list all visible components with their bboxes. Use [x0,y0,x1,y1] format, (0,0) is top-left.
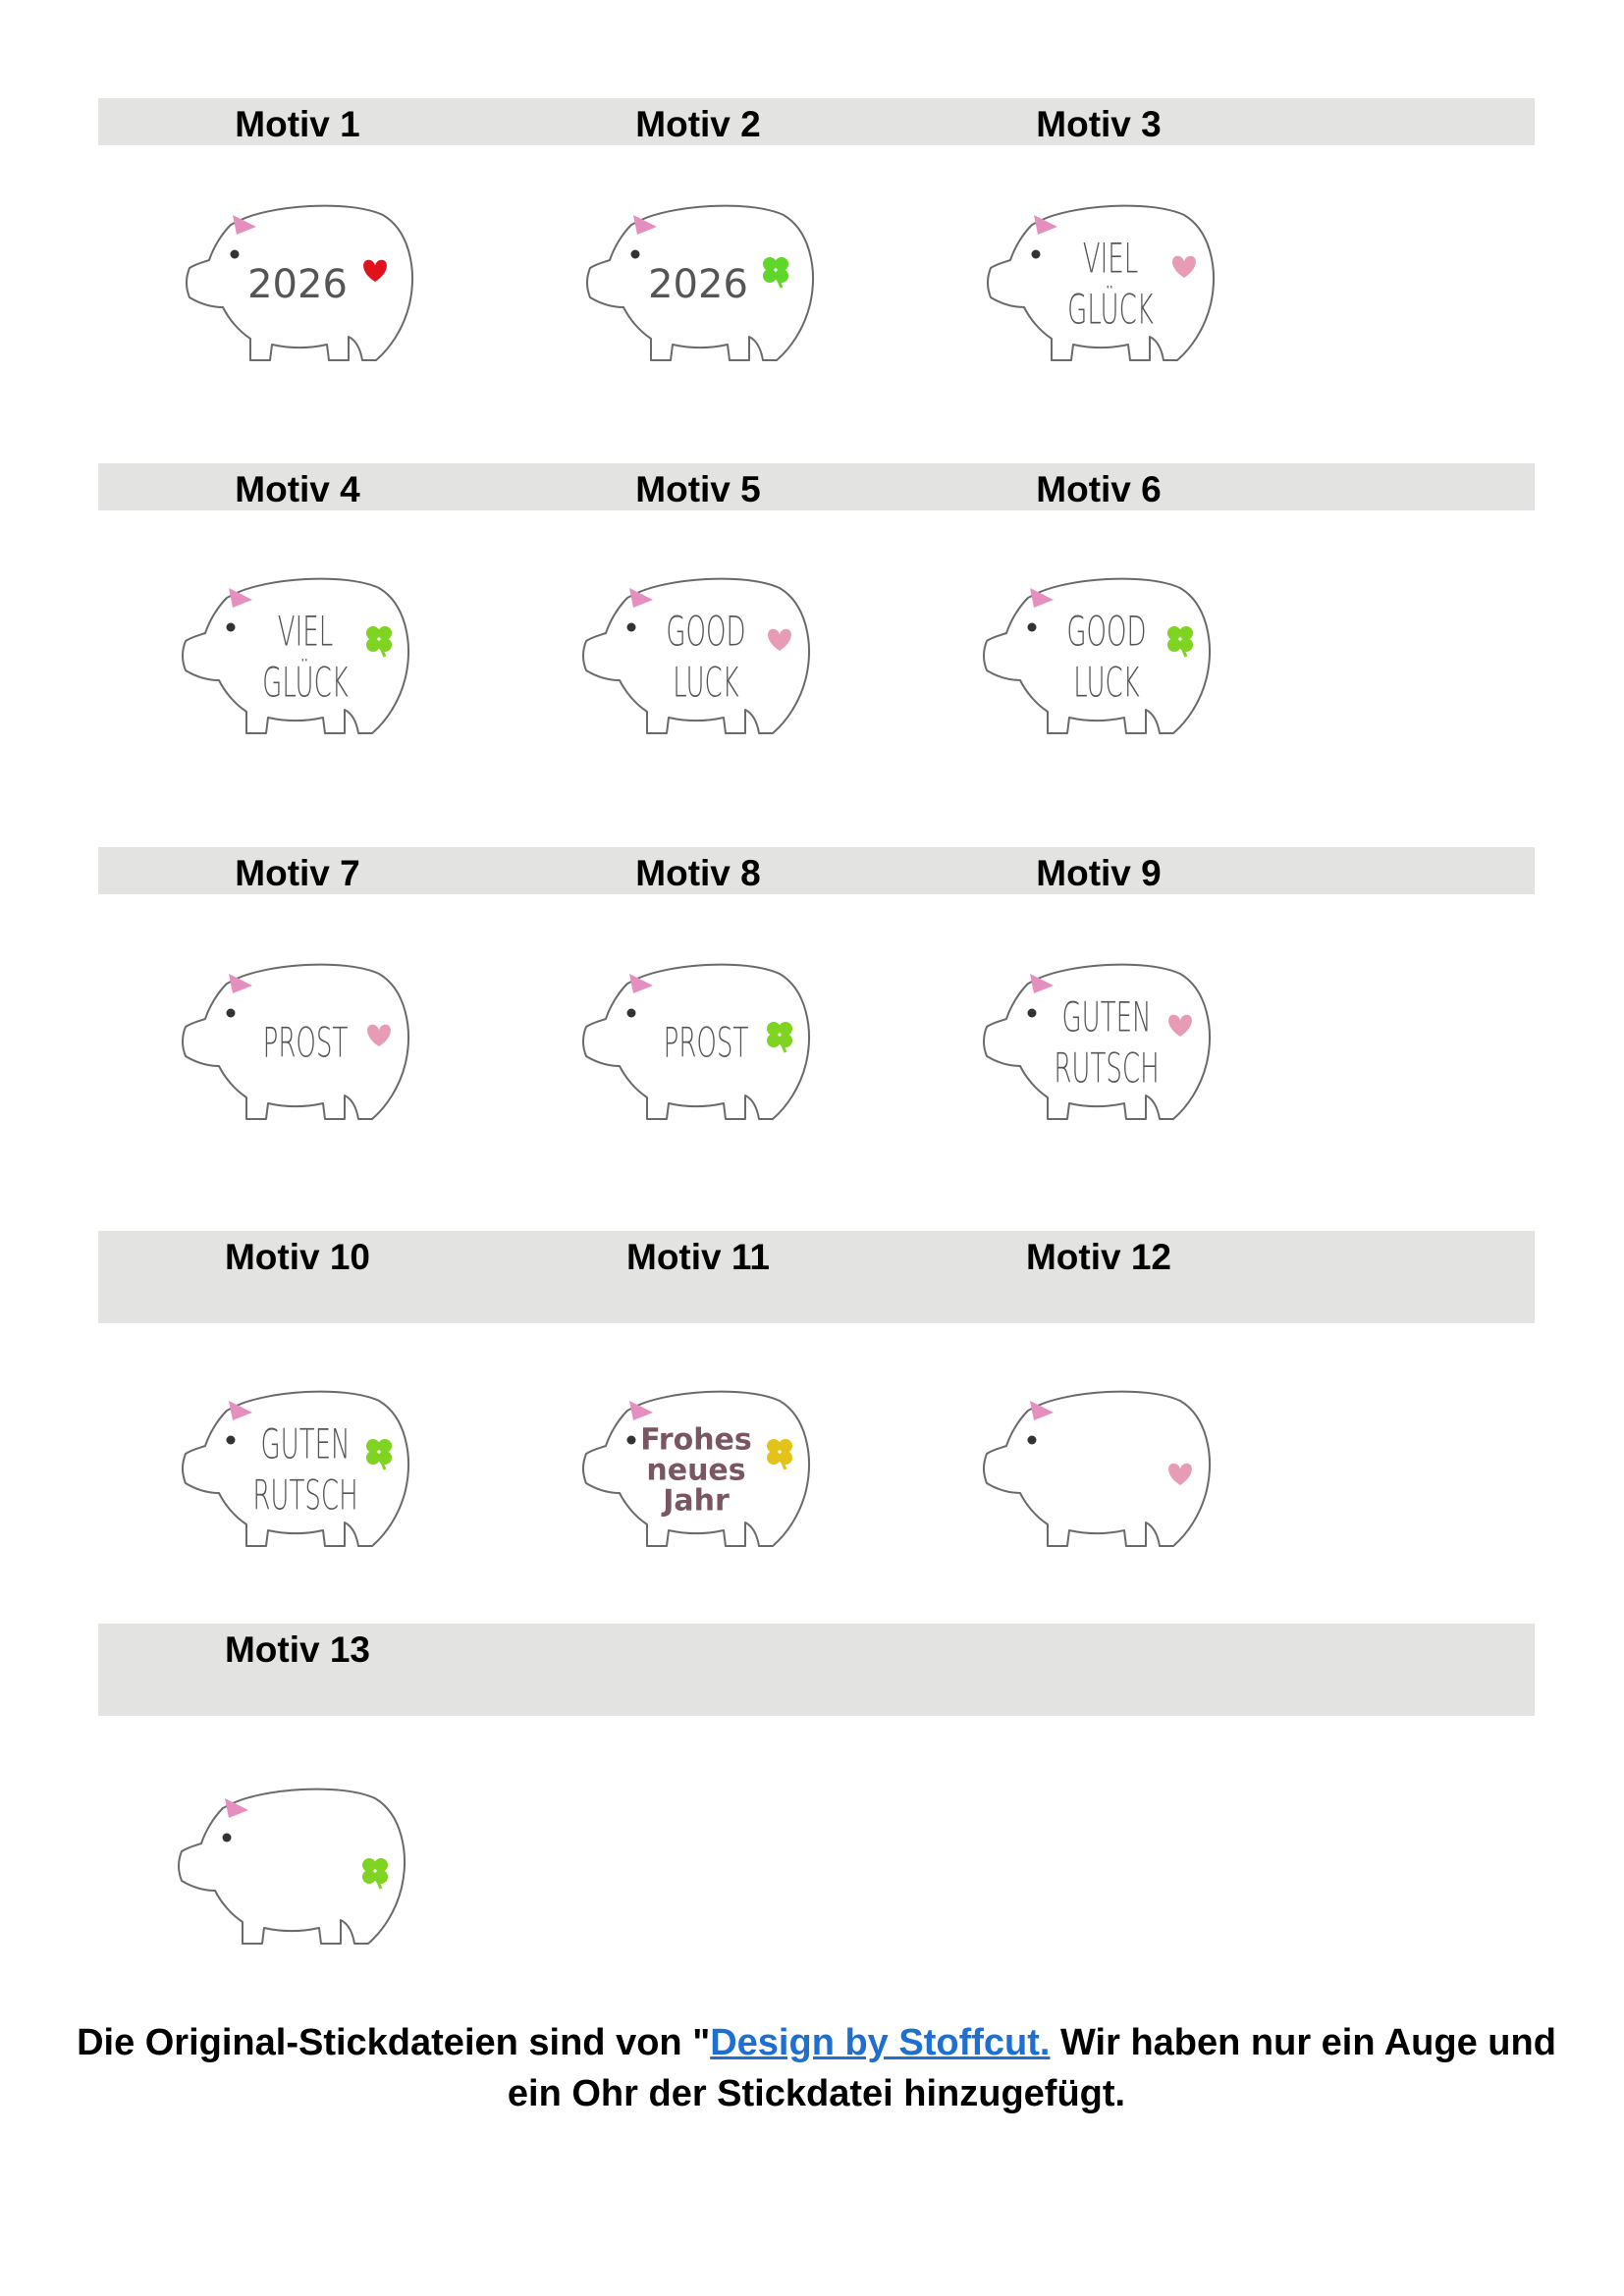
pig-motif-text: RUTSCH [252,1472,358,1521]
pig-motif-text: GUTEN [260,1421,351,1469]
pig-motif-8 [578,960,814,1127]
pig-motif-1 [182,201,417,368]
pig-illustration [582,201,818,368]
pig-motif-text: GOOD [666,609,746,657]
pig-motif-text: LUCK [673,660,739,708]
pig-motif-4 [178,574,413,741]
pig-eye-icon [631,250,640,259]
pig-illustration [178,574,413,741]
pig-illustration [979,1387,1215,1554]
pig-motif-text: GLÜCK [262,660,349,708]
pig-motif-9 [979,960,1215,1127]
motif-label-10: Motiv 10 [224,1237,371,1277]
pig-illustration [174,1785,409,1951]
header-band-5 [98,1624,1535,1716]
pig-motif-5 [578,574,814,741]
pig-illustration [182,201,417,368]
pig-illustration [983,201,1218,368]
motif-label-4: Motiv 4 [235,469,360,509]
stoffcut-link[interactable]: Design by Stoffcut. [710,2022,1051,2063]
pig-eye-icon [223,1834,232,1842]
pig-motif-text: neues [646,1453,746,1488]
header-band-4 [98,1231,1535,1323]
pig-motif-7 [178,960,413,1127]
motif-label-2: Motiv 2 [635,104,761,144]
pig-eye-icon [627,1436,636,1445]
pig-motif-text: 2026 [648,262,748,307]
pig-eye-icon [627,623,636,632]
pig-motif-text: Frohes [640,1422,752,1458]
pig-motif-text: VIEL [1082,236,1139,284]
pig-eye-icon [1032,250,1041,259]
pig-motif-11 [578,1387,814,1554]
pig-motif-text: GLÜCK [1067,287,1154,335]
header-band-2 [98,463,1535,510]
pig-motif-text: RUTSCH [1054,1045,1160,1094]
pig-illustration [578,1387,814,1554]
motif-label-1: Motiv 1 [235,104,360,144]
pig-motif-13 [174,1785,409,1951]
motif-label-6: Motiv 6 [1036,469,1162,509]
pig-eye-icon [227,1436,236,1445]
footer-text-after: Wir haben nur ein Auge und ein Ohr der Stickdatei hinzugefügt. [507,2022,1556,2114]
pig-motif-12 [979,1387,1215,1554]
pig-eye-icon [227,1009,236,1018]
pig-motif-6 [979,574,1215,741]
motif-label-12: Motiv 12 [1025,1237,1172,1277]
pig-illustration [578,574,814,741]
motif-label-9: Motiv 9 [1036,853,1162,893]
header-band-1 [98,98,1535,145]
pig-motif-text: GOOD [1066,609,1147,657]
footer-note [59,2017,1574,2119]
pig-motif-text: PROST [663,1020,749,1068]
pig-motif-text: LUCK [1073,660,1140,708]
pig-illustration [578,960,814,1127]
pig-eye-icon [1028,1009,1037,1018]
pig-motif-text: GUTEN [1061,994,1152,1042]
pig-motif-text: 2026 [247,262,348,307]
pig-illustration [178,1387,413,1554]
motif-label-8: Motiv 8 [635,853,761,893]
pig-eye-icon [1028,1436,1037,1445]
footer-text-before: Die Original-Stickdateien sind von " [77,2022,711,2063]
motif-label-7: Motiv 7 [235,853,360,893]
pig-eye-icon [1028,623,1037,632]
pig-illustration [979,960,1215,1127]
pig-motif-3 [983,201,1218,368]
motif-label-3: Motiv 3 [1036,104,1162,144]
motif-label-13: Motiv 13 [224,1629,371,1670]
pig-illustration [979,574,1215,741]
pig-motif-2 [582,201,818,368]
pig-eye-icon [627,1009,636,1018]
pig-motif-10 [178,1387,413,1554]
motif-label-11: Motiv 11 [626,1237,770,1277]
pig-eye-icon [227,623,236,632]
motif-label-5: Motiv 5 [635,469,761,509]
pig-motif-text: PROST [262,1020,349,1068]
pig-motif-text: Jahr [663,1483,730,1519]
pig-illustration [178,960,413,1127]
pig-eye-icon [231,250,240,259]
header-band-3 [98,847,1535,894]
pig-motif-text: VIEL [277,609,334,657]
